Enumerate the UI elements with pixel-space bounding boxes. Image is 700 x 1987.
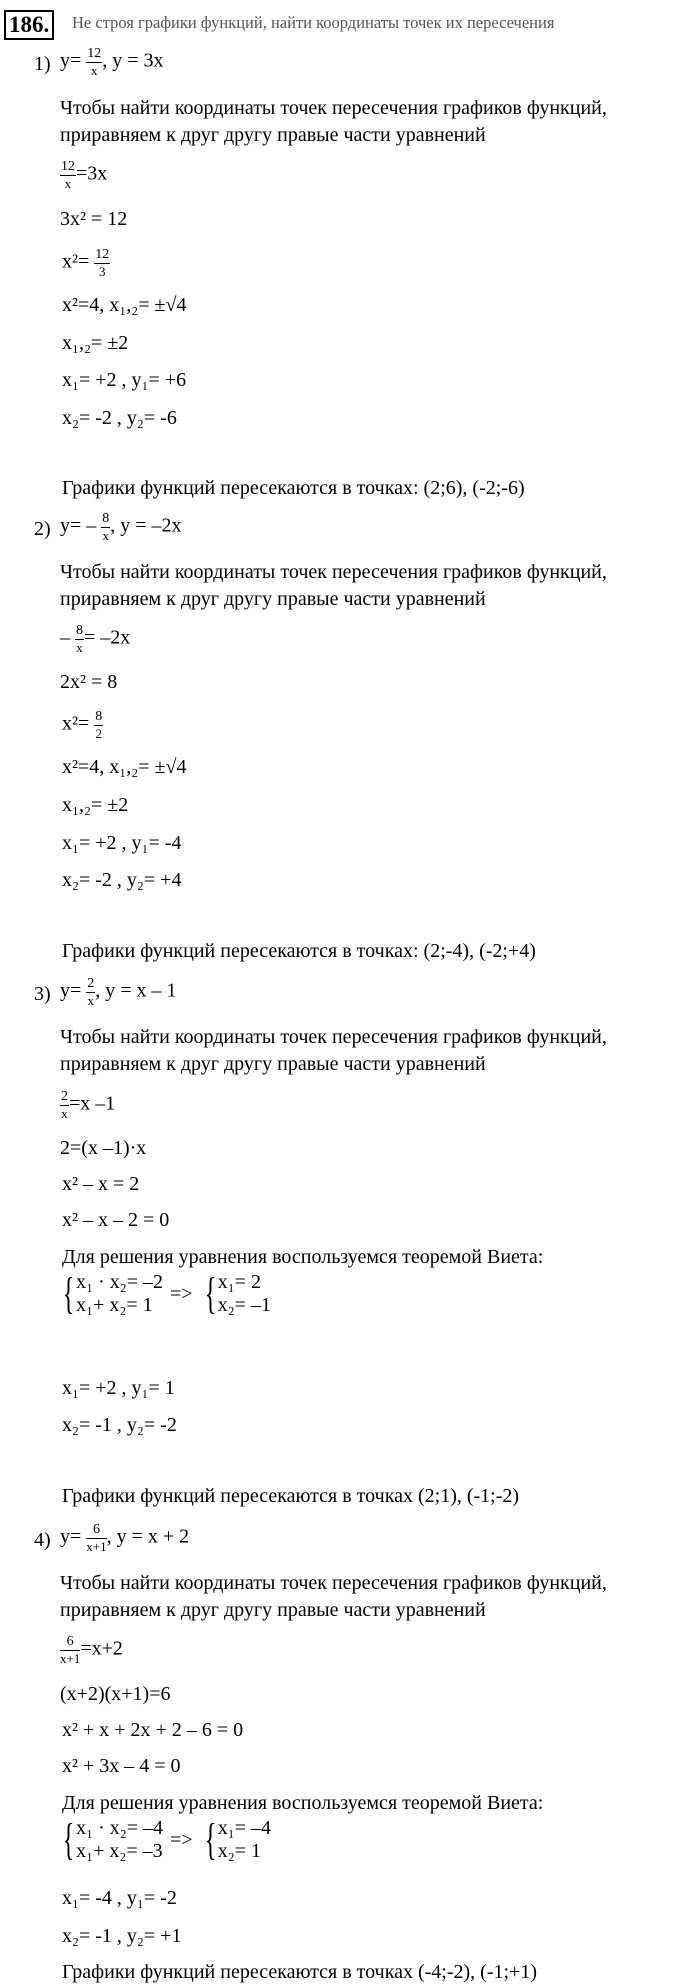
intro-line-2: приравняем к друг другу правые части уравнений [60,1599,486,1621]
step: x²=4, x₁,₂= ±√4 [62,294,187,316]
answer: Графики функций пересекаются в точках: (2;-4), (-2;+4) [62,940,536,962]
fraction: $\frac{12}{x}$ [87,46,102,78]
intro-line-2: приравняем к друг другу правые части уравнений [60,1053,486,1075]
left-brace: { [62,1269,75,1318]
step: x² + 3x – 4 = 0 [62,1755,181,1777]
problem-2-label: 2) [34,518,51,540]
step: x₁,₂= ±2 [62,794,129,816]
left-brace: { [62,1815,75,1864]
problem-4-equation: y= $\frac{6}{x+1}$ , y = x + 2 [60,1522,190,1554]
step: $\frac{6}{x+1}$ =x+2 [60,1634,123,1666]
problem-2-equation: y= – $\frac{8}{x}$ , y = –2x [60,511,182,543]
step: 3x² = 12 [60,208,128,230]
problem-3-label: 3) [34,983,51,1005]
step: – $\frac{8}{x}$ = –2x [60,623,131,655]
step: x₁= +2 , y₁= +6 [62,369,187,391]
step: $\frac{12}{x}$ =3x [61,159,108,191]
step: x² – x – 2 = 0 [62,1209,170,1231]
vieta-note: Для решения уравнения воспользуемся теоремой Виета: [62,1246,544,1268]
step: x²= $\frac{8}{2}$ [62,709,103,741]
problem-4-label: 4) [34,1529,51,1551]
step: 2x² = 8 [60,671,118,693]
task-hint: Не строя графики функций, найти координаты точек их пересечения [72,13,555,32]
intro-line-1: Чтобы найти координаты точек пересечения графиков функций, [60,97,607,119]
step: 2=(x –1)·x [60,1137,147,1159]
right-brace: { [204,1815,216,1864]
step: x₁= +2 , y₁= -4 [62,832,182,854]
step: x₂= -2 , y₂= +4 [62,869,182,891]
step: x₂= -2 , y₂= -6 [62,407,177,429]
step: x₁= +2 , y₁= 1 [62,1377,175,1399]
intro-line-1: Чтобы найти координаты точек пересечения графиков функций, [60,1572,607,1594]
step: x₁= -4 , y₁= -2 [62,1887,177,1909]
answer: Графики функций пересекаются в точках (-4;-2), (-1;+1) [62,1961,537,1983]
step: x² – x = 2 [62,1173,140,1195]
vieta-note: Для решения уравнения воспользуемся теоремой Виета: [62,1792,544,1814]
intro-line-1: Чтобы найти координаты точек пересечения графиков функций, [60,561,607,583]
answer: Графики функций пересекаются в точках (2;1), (-1;-2) [62,1485,520,1507]
step: x²= $\frac{12}{3}$ [62,247,110,279]
intro-line-2: приравняем к друг другу правые части уравнений [60,588,486,610]
step: x₂= -1 , y₂= +1 [62,1925,182,1947]
step: (x+2)(x+1)=6 [60,1683,171,1705]
right-brace: { [204,1269,216,1318]
step: x²=4, x₁,₂= ±√4 [62,756,187,778]
intro-line-2: приравняем к друг другу правые части уравнений [60,124,486,146]
vieta-system: { x₁ · x₂= –4 x₁+ x₂= –3 => { x₁= –4 x₂= 1 [62,1815,271,1864]
task-number: 186. [4,10,54,40]
problem-1-equation: y= $\frac{12}{x}$ , y = 3x [60,46,164,78]
answer: Графики функций пересекаются в точках: (2;6), (-2;-6) [62,477,525,499]
problem-3-equation: y= $\frac{2}{x}$ , y = x – 1 [60,976,177,1008]
step: x₁,₂= ±2 [62,332,129,354]
step: x₂= -1 , y₂= -2 [62,1414,177,1436]
step: x² + x + 2x + 2 – 6 = 0 [62,1719,244,1741]
intro-line-1: Чтобы найти координаты точек пересечения графиков функций, [60,1026,607,1048]
step: $\frac{2}{x}$ =x –1 [61,1089,116,1121]
vieta-system: { x₁ · x₂= –2 x₁+ x₂= 1 => { x₁= 2 x₂= –1 [62,1269,271,1318]
problem-1-label: 1) [34,53,51,75]
